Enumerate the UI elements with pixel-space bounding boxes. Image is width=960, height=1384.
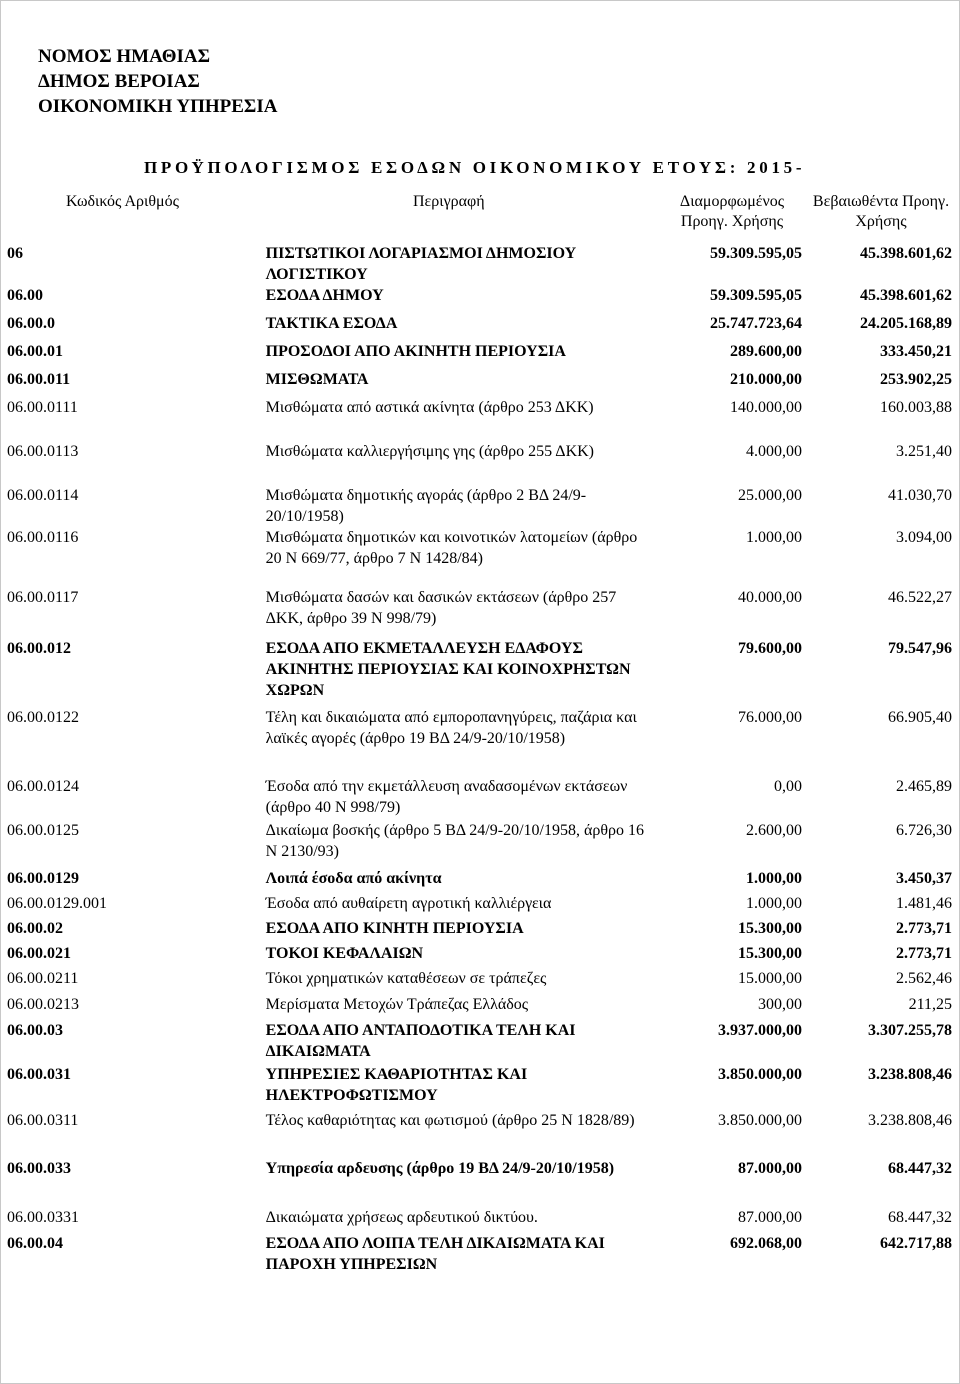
row-confirmed-amount: 3.094,00	[896, 529, 952, 546]
row-code: 06.00.0113	[7, 443, 79, 460]
row-spacer-cell	[7, 569, 952, 587]
column-header-description: Περιγραφή	[413, 193, 485, 210]
row-code: 06	[7, 245, 23, 262]
row-confirmed-amount: 66.905,40	[888, 709, 952, 726]
row-confirmed-amount: 160.003,88	[880, 399, 952, 416]
table-row	[7, 1020, 952, 1064]
table-row	[7, 820, 952, 868]
row-code: 06.00.0117	[7, 589, 79, 606]
table-row	[7, 638, 952, 707]
row-description: ΠΙΣΤΩΤΙΚΟΙ ΛΟΓΑΡΙΑΣΜΟΙ ΔΗΜΟΣΙΟΥ ΛΟΓΙΣΤΙΚΟΥ	[265, 245, 577, 283]
row-confirmed-amount: 45.398.601,62	[860, 287, 952, 304]
row-description: Μισθώματα καλλιεργήσιμης γης (άρθρο 255 ΔΚΚ)	[265, 443, 595, 460]
row-spacer	[7, 425, 952, 441]
row-code: 06.00	[7, 287, 43, 304]
row-planned-amount: 3.850.000,00	[718, 1112, 803, 1129]
row-description: ΥΠΗΡΕΣΙΕΣ ΚΑΘΑΡΙΟΤΗΤΑΣ ΚΑΙ ΗΛΕΚΤΡΟΦΩΤΙΣΜΟΥ	[265, 1066, 528, 1104]
table-row	[7, 918, 952, 943]
row-code: 06.00.0116	[7, 529, 79, 546]
row-code: 06.00.021	[7, 945, 71, 962]
row-planned-amount: 0,00	[774, 778, 803, 795]
row-confirmed-amount: 41.030,70	[888, 487, 952, 504]
row-planned-amount: 1.000,00	[746, 870, 803, 887]
row-code: 06.00.02	[7, 920, 63, 937]
row-confirmed-amount: 3.238.808,46	[868, 1112, 952, 1129]
row-confirmed-amount: 3.307.255,78	[868, 1022, 952, 1039]
row-confirmed-amount: 642.717,88	[880, 1235, 952, 1252]
row-description: Μερίσματα Μετοχών Τράπεζας Ελλάδος	[265, 996, 529, 1013]
row-description: Τέλη και δικαιώματα από εμποροπανηγύρεις, παζάρια και λαϊκές αγορές (άρθρο 19 ΒΔ 24/9-20/10/1958)	[265, 709, 637, 747]
row-description: Υπηρεσία αρδευσης (άρθρο 19 ΒΔ 24/9-20/10/1958)	[265, 1160, 615, 1177]
row-planned-amount: 300,00	[758, 996, 803, 1013]
row-code: 06.00.0311	[7, 1112, 79, 1129]
prefecture-name: ΝΟΜΟΣ ΗΜΑΘΙΑΣ	[38, 46, 211, 67]
table-row	[7, 397, 952, 425]
row-description: ΠΡΟΣΟΔΟΙ ΑΠΟ ΑΚΙΝΗΤΗ ΠΕΡΙΟΥΣΙΑ	[265, 343, 566, 360]
row-description: ΤΟΚΟΙ ΚΕΦΑΛΑΙΩΝ	[265, 945, 424, 962]
row-confirmed-amount: 2.562,46	[896, 970, 952, 987]
row-planned-amount: 15.300,00	[738, 920, 803, 937]
table-row	[7, 441, 952, 469]
row-planned-amount: 76.000,00	[738, 709, 803, 726]
column-header-planned: Διαμορφωμένος Προηγ. Χρήσης	[679, 193, 785, 230]
table-row	[7, 1110, 952, 1158]
organization-header	[38, 44, 277, 119]
row-planned-amount: 210.000,00	[730, 371, 803, 388]
budget-table	[7, 243, 952, 1279]
row-confirmed-amount: 68.447,32	[888, 1160, 952, 1177]
row-description: ΜΙΣΘΩΜΑΤΑ	[265, 371, 369, 388]
table-row	[7, 341, 952, 369]
row-planned-amount: 25.000,00	[738, 487, 803, 504]
row-planned-amount: 79.600,00	[738, 640, 803, 657]
table-row	[7, 1207, 952, 1233]
row-spacer	[7, 469, 952, 485]
row-description: Τέλος καθαριότητας και φωτισμού (άρθρο 25 Ν 1828/89)	[265, 1112, 635, 1129]
table-row	[7, 527, 952, 569]
row-confirmed-amount: 2.773,71	[896, 945, 952, 962]
row-planned-amount: 25.747.723,64	[710, 315, 803, 332]
document-title: ΠΡΟΫΠΟΛΟΓΙΣΜΟΣ ΕΣΟΔΩΝ ΟΙΚΟΝΟΜΙΚΟΥ ΕΤΟΥΣ: 2015-	[144, 158, 806, 177]
budget-table-body	[7, 243, 952, 1279]
row-description: Έσοδα από αυθαίρετη αγροτική καλλιέργεια	[265, 895, 552, 912]
row-confirmed-amount: 2.465,89	[896, 778, 952, 795]
row-planned-amount: 1.000,00	[746, 529, 803, 546]
row-description: ΕΣΟΔΑ ΑΠΟ ΛΟΙΠΑ ΤΕΛΗ ΔΙΚΑΙΩΜΑΤΑ ΚΑΙ ΠΑΡΟΧΗ ΥΠΗΡΕΣΙΩΝ	[265, 1235, 605, 1273]
table-row	[7, 994, 952, 1020]
row-confirmed-amount: 6.726,30	[896, 822, 952, 839]
row-code: 06.00.011	[7, 371, 71, 388]
row-description: ΕΣΟΔΑ ΑΠΟ ΕΚΜΕΤΑΛΛΕΥΣΗ ΕΔΑΦΟΥΣ ΑΚΙΝΗΤΗΣ ΠΕΡΙΟΥΣΙΑΣ ΚΑΙ ΚΟΙΝΟΧΡΗΣΤΩΝ ΧΩΡΩΝ	[265, 640, 631, 699]
table-row	[7, 243, 952, 285]
row-spacer-cell	[7, 425, 952, 441]
row-code: 06.00.031	[7, 1066, 71, 1083]
row-confirmed-amount: 333.450,21	[880, 343, 952, 360]
row-planned-amount: 59.309.595,05	[710, 287, 803, 304]
row-planned-amount: 15.300,00	[738, 945, 803, 962]
row-description: Μισθώματα δασών και δασικών εκτάσεων (άρθρο 257 ΔΚΚ, άρθρο 39 Ν 998/79)	[265, 589, 617, 627]
row-confirmed-amount: 2.773,71	[896, 920, 952, 937]
row-confirmed-amount: 3.450,37	[896, 870, 952, 887]
row-planned-amount: 4.000,00	[746, 443, 803, 460]
row-description: Λοιπά έσοδα από ακίνητα	[265, 870, 442, 887]
row-confirmed-amount: 253.902,25	[880, 371, 952, 388]
table-row	[7, 285, 952, 313]
row-description: ΤΑΚΤΙΚΑ ΕΣΟΔΑ	[265, 315, 398, 332]
row-planned-amount: 289.600,00	[730, 343, 803, 360]
row-description: Μισθώματα δημοτικής αγοράς (άρθρο 2 ΒΔ 24/9-20/10/1958)	[265, 487, 587, 525]
row-planned-amount: 87.000,00	[738, 1160, 803, 1177]
table-row	[7, 485, 952, 527]
row-description: Δικαίωμα βοσκής (άρθρο 5 ΒΔ 24/9-20/10/1958, άρθρο 16 Ν 2130/93)	[265, 822, 644, 860]
row-confirmed-amount: 45.398.601,62	[860, 245, 952, 262]
table-row	[7, 868, 952, 893]
table-row	[7, 1233, 952, 1279]
row-planned-amount: 140.000,00	[730, 399, 803, 416]
row-spacer	[7, 569, 952, 587]
row-description: ΕΣΟΔΑ ΔΗΜΟΥ	[265, 287, 384, 304]
row-description: Δικαιώματα χρήσεως αρδευτικού δικτύου.	[265, 1209, 538, 1226]
table-row	[7, 776, 952, 820]
row-code: 06.00.0213	[7, 996, 79, 1013]
row-confirmed-amount: 79.547,96	[888, 640, 952, 657]
row-code: 06.00.01	[7, 343, 63, 360]
row-confirmed-amount: 46.522,27	[888, 589, 952, 606]
row-confirmed-amount: 1.481,46	[896, 895, 952, 912]
row-code: 06.00.0	[7, 315, 55, 332]
row-description: Τόκοι χρηματικών καταθέσεων σε τράπεζες	[265, 970, 547, 987]
table-row	[7, 369, 952, 397]
table-row	[7, 1158, 952, 1207]
row-code: 06.00.012	[7, 640, 71, 657]
row-confirmed-amount: 24.205.168,89	[860, 315, 952, 332]
row-planned-amount: 2.600,00	[746, 822, 803, 839]
department-name: ΟΙΚΟΝΟΜΙΚΗ ΥΠΗΡΕΣΙΑ	[38, 96, 278, 117]
table-row	[7, 313, 952, 341]
table-row	[7, 968, 952, 994]
row-code: 06.00.0211	[7, 970, 79, 987]
row-description: Μισθώματα δημοτικών και κοινοτικών λατομείων (άρθρο 20 Ν 669/77, άρθρο 7 Ν 1428/84)	[265, 529, 638, 567]
row-confirmed-amount: 68.447,32	[888, 1209, 952, 1226]
row-planned-amount: 692.068,00	[730, 1235, 803, 1252]
row-confirmed-amount: 3.238.808,46	[868, 1066, 952, 1083]
row-planned-amount: 87.000,00	[738, 1209, 803, 1226]
table-row	[7, 943, 952, 968]
row-planned-amount: 40.000,00	[738, 589, 803, 606]
row-description: ΕΣΟΔΑ ΑΠΟ ΚΙΝΗΤΗ ΠΕΡΙΟΥΣΙΑ	[265, 920, 524, 937]
row-description: ΕΣΟΔΑ ΑΠΟ ΑΝΤΑΠΟΔΟΤΙΚΑ ΤΕΛΗ ΚΑΙ ΔΙΚΑΙΩΜΑΤΑ	[265, 1022, 576, 1060]
row-code: 06.00.0129	[7, 870, 79, 887]
row-code: 06.00.0125	[7, 822, 79, 839]
row-code: 06.00.0129.001	[7, 895, 107, 912]
row-confirmed-amount: 211,25	[908, 996, 952, 1013]
row-planned-amount: 3.937.000,00	[718, 1022, 803, 1039]
row-code: 06.00.04	[7, 1235, 63, 1252]
row-code: 06.00.0124	[7, 778, 79, 795]
row-planned-amount: 15.000,00	[738, 970, 803, 987]
column-header-confirmed: Βεβαιωθέντα Προηγ. Χρήσης	[812, 193, 950, 230]
row-code: 06.00.0331	[7, 1209, 79, 1226]
row-code: 06.00.0122	[7, 709, 79, 726]
row-planned-amount: 3.850.000,00	[718, 1066, 803, 1083]
row-code: 06.00.0114	[7, 487, 79, 504]
table-row	[7, 587, 952, 638]
row-code: 06.00.0111	[7, 399, 78, 416]
row-planned-amount: 59.309.595,05	[710, 245, 803, 262]
column-header-code: Κωδικός Αριθμός	[66, 193, 179, 210]
table-row	[7, 1064, 952, 1110]
row-code: 06.00.03	[7, 1022, 63, 1039]
table-row	[7, 893, 952, 918]
municipality-name: ΔΗΜΟΣ ΒΕΡΟΙΑΣ	[38, 71, 200, 92]
table-row	[7, 707, 952, 776]
row-spacer-cell	[7, 469, 952, 485]
row-description: Μισθώματα από αστικά ακίνητα (άρθρο 253 ΔΚΚ)	[265, 399, 594, 416]
row-confirmed-amount: 3.251,40	[896, 443, 952, 460]
row-description: Έσοδα από την εκμετάλλευση αναδασομένων εκτάσεων (άρθρο 40 Ν 998/79)	[265, 778, 628, 816]
row-code: 06.00.033	[7, 1160, 71, 1177]
row-planned-amount: 1.000,00	[746, 895, 803, 912]
